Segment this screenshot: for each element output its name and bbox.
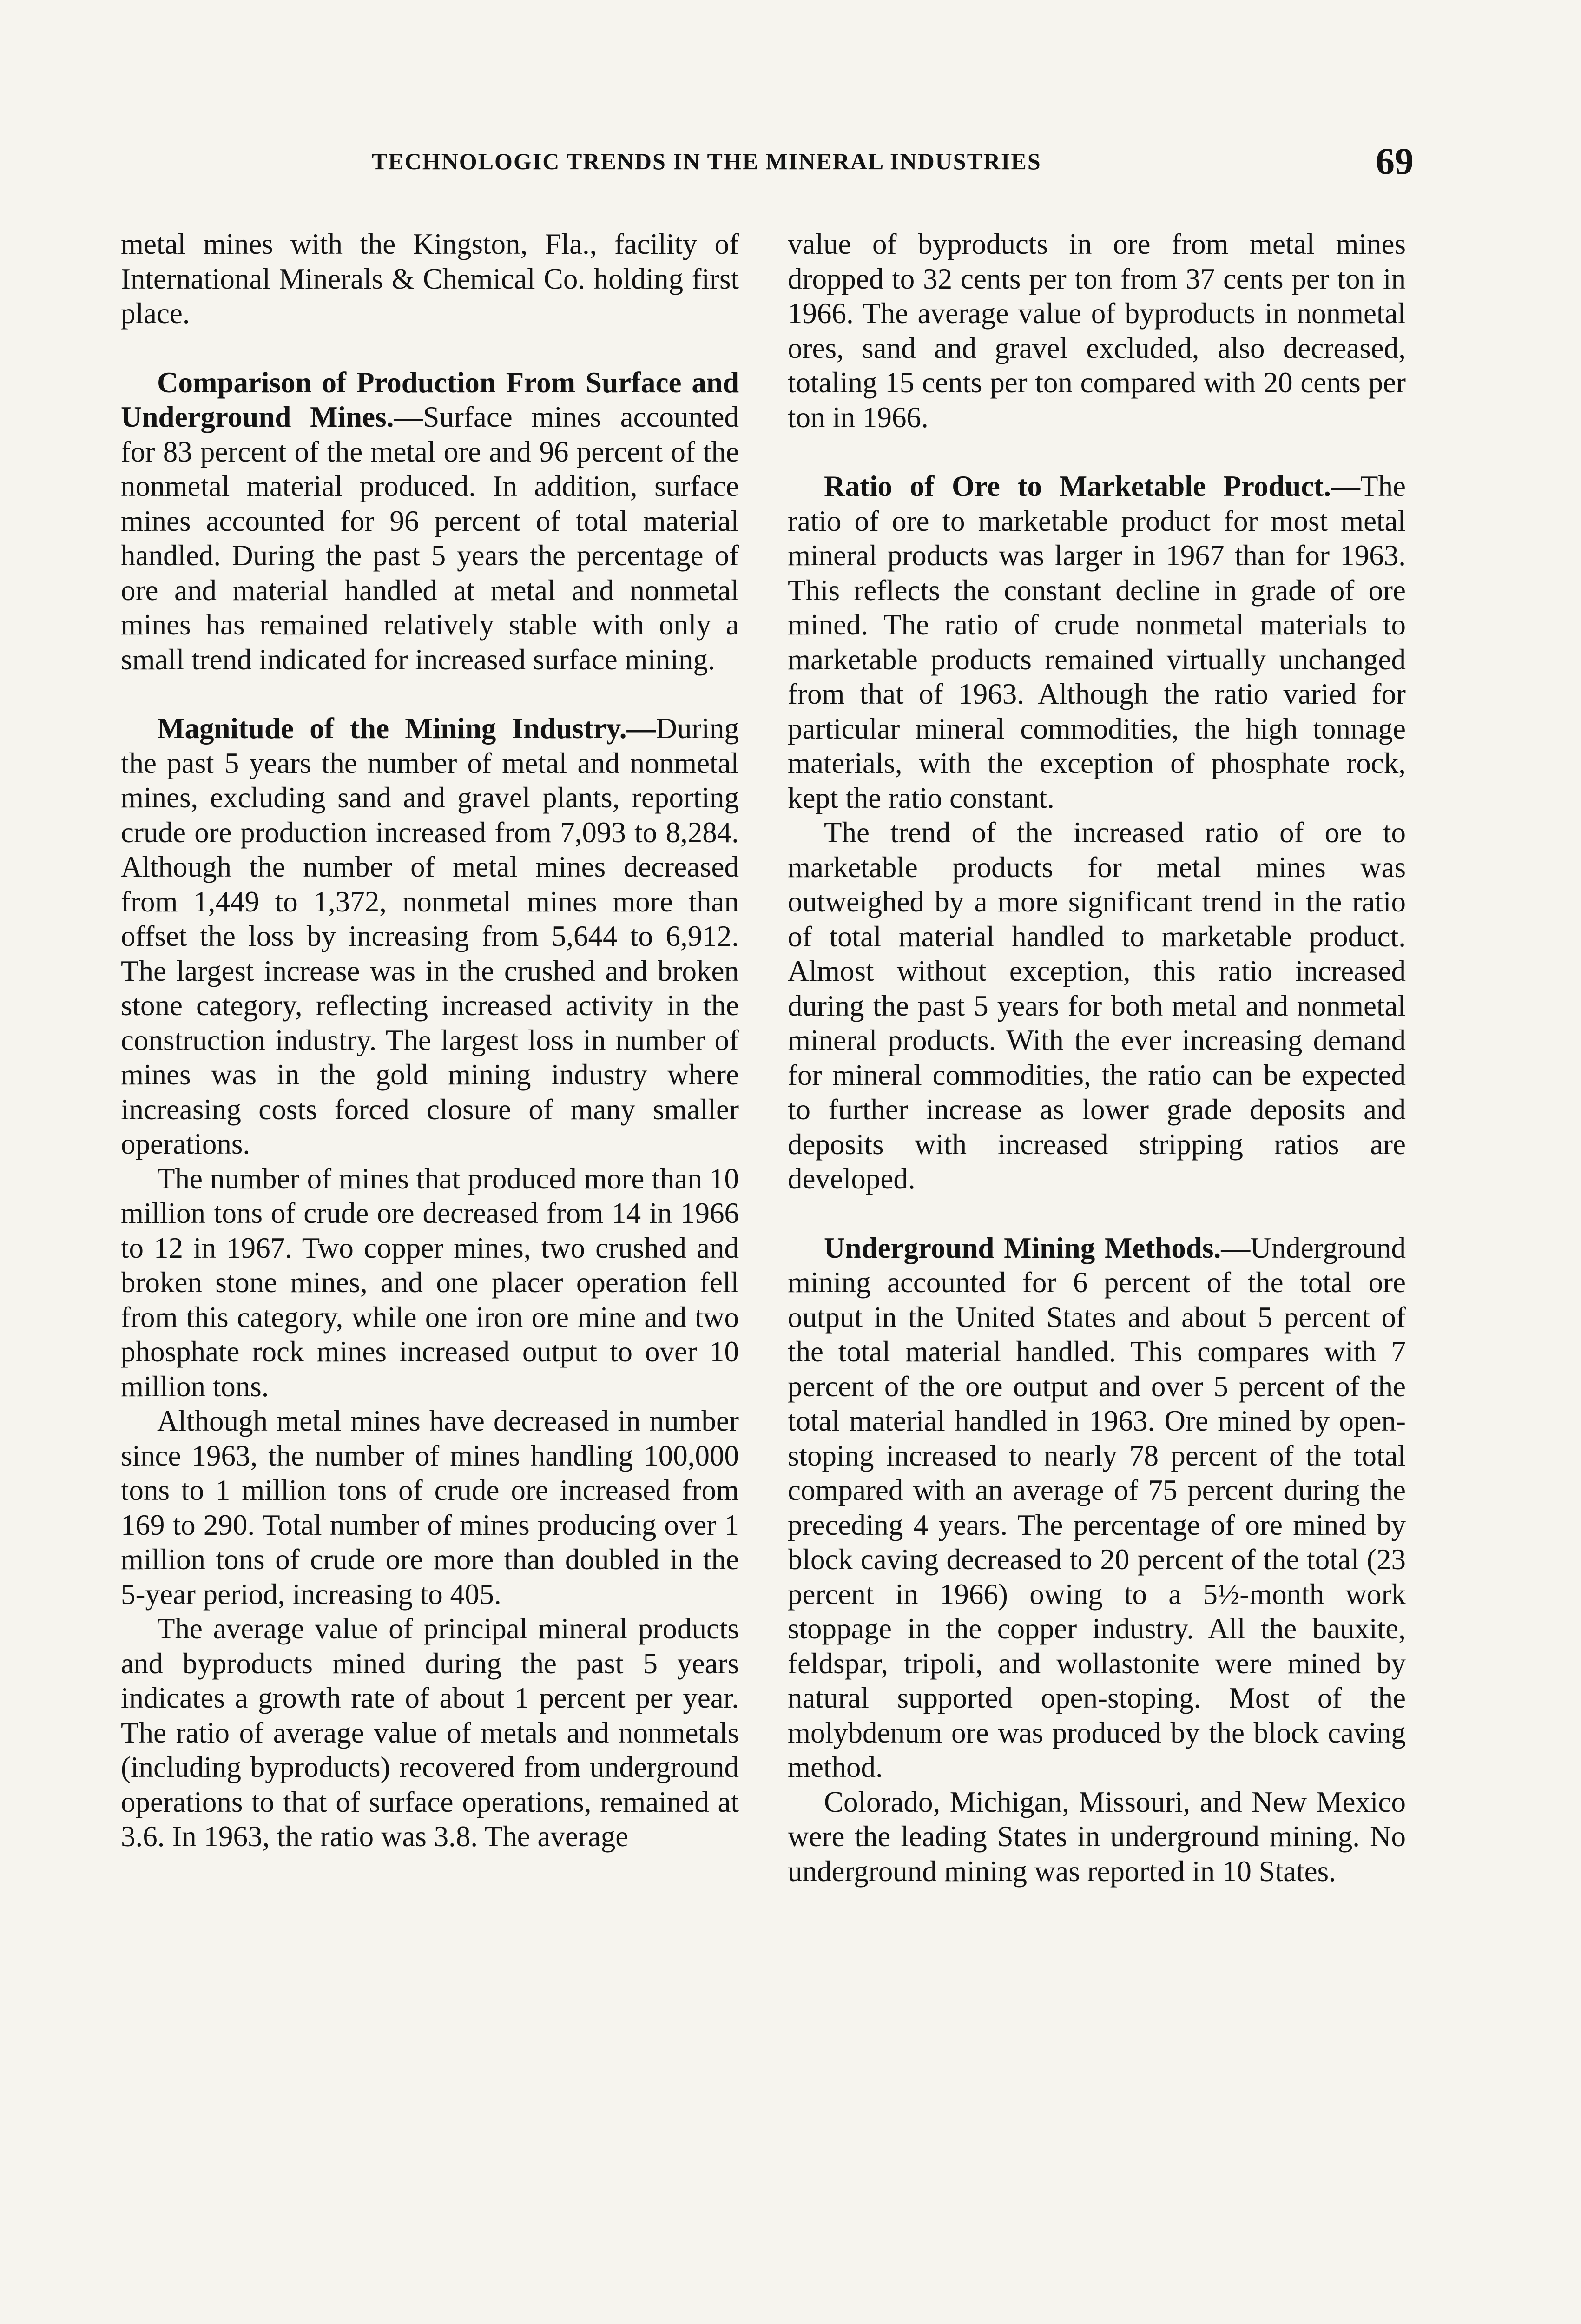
left-column bbox=[121, 227, 739, 1854]
paragraph: metal mines with the Kingston, Fla., facility of International Minerals & Chemical Co. holding first place. bbox=[121, 228, 739, 330]
section-magnitude bbox=[121, 711, 739, 1162]
section-ratio bbox=[788, 469, 1406, 815]
section-text: Surface mines accounted for 83 percent of the metal ore and 96 percent of the nonmetal material produced. In addition, surface mines accounted for 96 percent of total material handled. During the past 5 years the percentage of ore and material handled at metal and nonmetal mines has remained relatively stable with only a small trend indicated for increased surface mining. bbox=[121, 401, 739, 676]
paragraph: Colorado, Michigan, Missouri, and New Mexico were the leading States in underground mining. No underground mining was reported in 10 States. bbox=[788, 1785, 1406, 1888]
page-number: 69 bbox=[1376, 140, 1414, 182]
running-head: TECHNOLOGIC TRENDS IN THE MINERAL INDUSTRIES bbox=[372, 148, 1041, 174]
paragraph: The trend of the increased ratio of ore to marketable products for metal mines was outweighed by a more significant trend in the ratio of total material handled to marketable product. Almost without exception, this ratio increased during the past 5 years for both metal and nonmetal mineral products. With the ever increasing demand for mineral commodities, the ratio can be expected to further increase as lower grade deposits and deposits with increased stripping ratios are developed. bbox=[788, 816, 1406, 1195]
section-heading: Comparison of Production From Surface and Underground Mines.— bbox=[121, 366, 739, 433]
section-text: The ratio of ore to marketable product for most metal mineral products was larger in 1967 than for 1963. This reflects the constant decline in grade of ore mined. The ratio of crude nonmetal materials to marketable products remained virtually unchanged from that of 1963. Although the ratio varied for particular mineral commodities, the high tonnage materials, with the exception of phosphate rock, kept the ratio constant. bbox=[788, 470, 1406, 814]
section-underground bbox=[788, 1231, 1406, 1785]
paragraph: Although metal mines have decreased in number since 1963, the number of mines handling 100,000 tons to 1 million tons of crude ore increased from 169 to 290. Total number of mines producing over 1 million tons of crude ore more than doubled in the 5-year period, increasing to 405. bbox=[121, 1405, 739, 1611]
section-heading: Magnitude of the Mining Industry.— bbox=[157, 712, 656, 745]
right-column bbox=[788, 227, 1406, 1888]
paragraph: The average value of principal mineral products and byproducts mined during the past 5 years indicates a growth rate of about 1 percent per year. The ratio of average value of metals and nonmetals (including byproducts) recovered from underground operations to that of surface operations, remained at 3.6. In 1963, the ratio was 3.8. The average bbox=[121, 1612, 739, 1853]
paragraph: value of byproducts in ore from metal mines dropped to 32 cents per ton from 37 cents per ton in 1966. The average value of byproducts in nonmetal ores, sand and gravel excluded, also decreased, totaling 15 cents per ton compared with 20 cents per ton in 1966. bbox=[788, 228, 1406, 434]
section-text: During the past 5 years the number of metal and nonmetal mines, excluding sand and gravel plants, reporting crude ore production increased from 7,093 to 8,284. Although the number of metal mines decreased from 1,449 to 1,372, nonmetal mines more than offset the loss by increasing from 5,644 to 6,912. The largest increase was in the crushed and broken stone category, reflecting increased activity in the construction industry. The largest loss in number of mines was in the gold mining industry where increasing costs forced closure of many smaller operations. bbox=[121, 712, 739, 1160]
section-heading: Ratio of Ore to Marketable Product.— bbox=[824, 470, 1361, 502]
section-text: Underground mining accounted for 6 percent of the total ore output in the United States and about 5 percent of the total material handled. This compares with 7 percent of the ore output and over 5 percent of the total material handled in 1963. Ore mined by open-stoping increased to nearly 78 percent of the total compared with an average of 75 percent during the preceding 4 years. The percentage of ore mined by block caving decreased to 20 percent of the total (23 percent in 1966) owing to a 5½-month work stoppage in the copper industry. All the bauxite, feldspar, tripoli, and wollastonite were mined by natural supported open-stoping. Most of the molybdenum ore was produced by the block caving method. bbox=[788, 1231, 1406, 1783]
section-comparison bbox=[121, 365, 739, 677]
section-heading: Underground Mining Methods.— bbox=[824, 1231, 1251, 1264]
paragraph: The number of mines that produced more than 10 million tons of crude ore decreased from 14 in 1966 to 12 in 1967. Two copper mines, two crushed and broken stone mines, and one placer operation fell from this category, while one iron ore mine and two phosphate rock mines increased output to over 10 million tons. bbox=[121, 1162, 739, 1403]
